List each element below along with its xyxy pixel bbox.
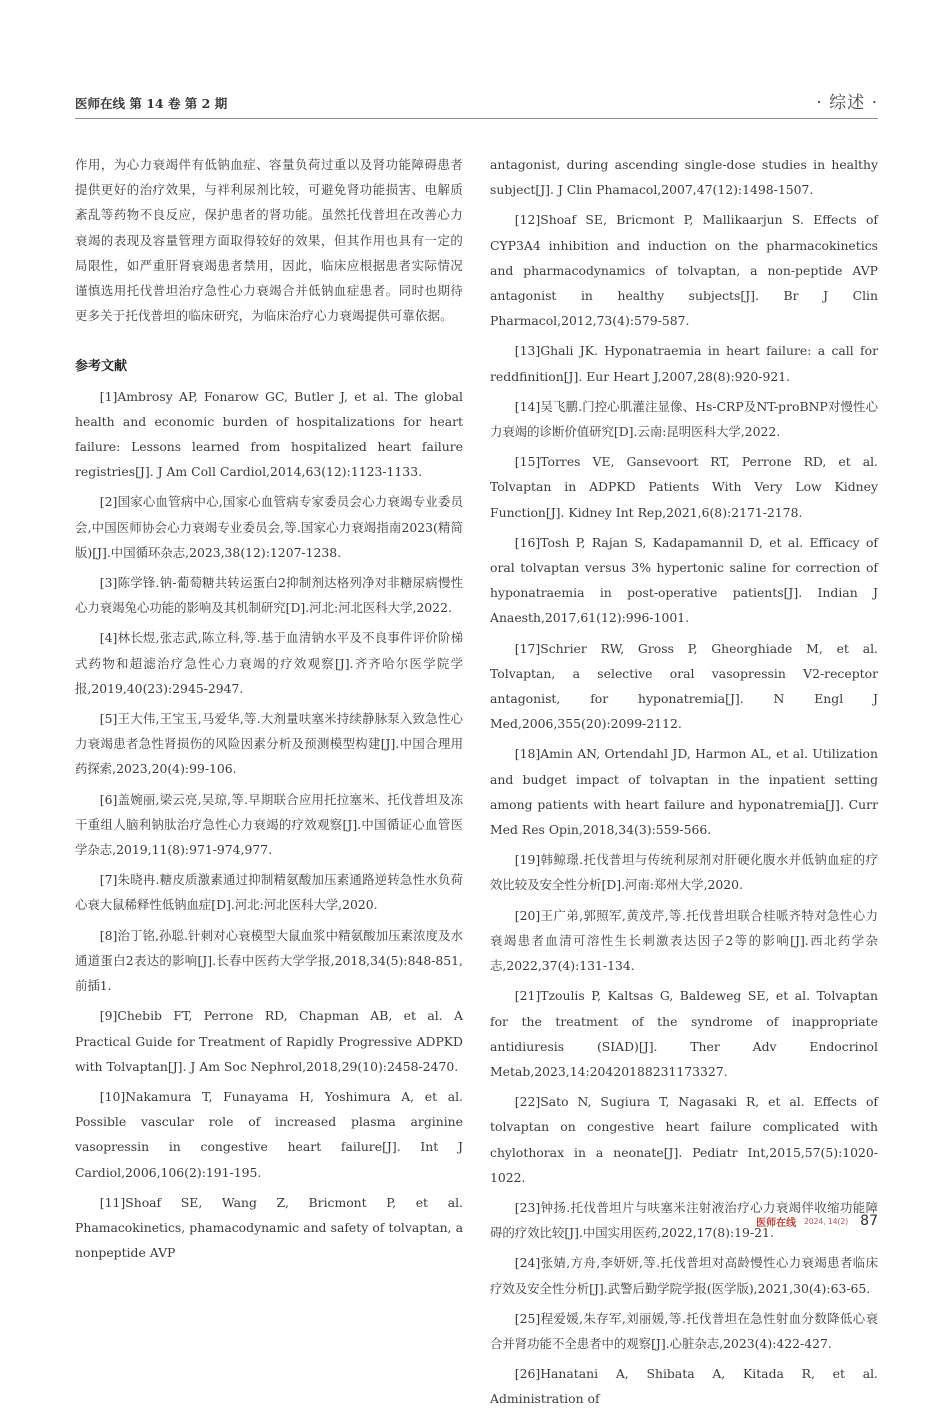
reference-item: [3]陈学锋.钠-葡萄糖共转运蛋白2抑制剂达格列净对非糖尿病慢性心力衰竭兔心功能的影响及其机制研究[D].河北:河北医科大学,2022.	[75, 575, 463, 616]
reference-item: [25]程爱媛,朱存军,刘丽媛,等.托伐普坦在急性射血分数降低心衰合并肾功能不全患者中的观察[J].心脏杂志,2023(4):422-427.	[490, 1310, 878, 1351]
reference-item: [26]Hanatani A, Shibata A, Kitada R, et al. Administration of	[490, 1366, 878, 1407]
reference-item: [1]Ambrosy AP, Fonarow GC, Butler J, et al. The global health and economic burden of hospitalizations for heart failure: Lessons learned from hospitalized heart failure registries[J]. J Am Coll Cardiol,2014,63(12):1123-1133.	[75, 388, 463, 480]
reference-item: [10]Nakamura T, Funayama H, Yoshimura A, et al. Possible vascular role of increased plasma arginine vasopressin in congestive heart failure[J]. Int J Cardiol,2006,106(2):191-195.	[75, 1088, 463, 1180]
reference-item: [23]钟扬.托伐普坦片与呋塞米注射液治疗心力衰竭伴收缩功能障碍的疗效比较[J].中国实用医药,2022,17(8):19-21.	[490, 1199, 878, 1241]
page-header	[75, 88, 878, 119]
issue-info: 2024, 14(2)	[804, 1216, 849, 1226]
reference-item: [24]张婧,方舟,李妍妍,等.托伐普坦对高龄慢性心力衰竭患者临床疗效及安全性分析[J].武警后勤学院学报(医学版),2021,30(4):63-65.	[490, 1255, 878, 1296]
page-number: 87	[860, 1213, 878, 1229]
journal-logo: 医师在线	[756, 1217, 797, 1229]
reference-item: [13]Ghali JK. Hyponatraemia in heart failure: a call for reddfinition[J]. Eur Heart J,2007,28(8):920-921.	[490, 343, 878, 384]
reference-item: [2]国家心血管病中心,国家心血管病专家委员会心力衰竭专业委员会,中国医师协会心力衰竭专业委员会,等.国家心力衰竭指南2023(精简版)[J].中国循环杂志,2023,38(12):1207-1238.	[75, 494, 463, 560]
reference-item: [6]盖婉丽,梁云亮,吴琼,等.早期联合应用托拉塞米、托伐普坦及冻干重组人脑利钠肽治疗急性心力衰竭的疗效观察[J].中国循证心血管医学杂志,2019,11(8):971-974,977.	[75, 791, 463, 858]
reference-item: [12]Shoaf SE, Bricmont P, Mallikaarjun S. Effects of CYP3A4 inhibition and induction on the pharmacokinetics and pharmacodynamics of tolvaptan, a non-peptide AVP antagonist in healthy subjects[J]. Br J Clin Pharmacol,2012,73(4):579-587.	[490, 212, 878, 329]
reference-item: [19]韩鲸璟.托伐普坦与传统利尿剂对肝硬化腹水并低钠血症的疗效比较及安全性分析[D].河南:郑州大学,2020.	[490, 852, 878, 893]
reference-item: [7]朱晓冉.糖皮质激素通过抑制精氨酸加压素通路逆转急性水负荷心衰大鼠稀释性低钠血症[D].河北:河北医科大学,2020.	[75, 872, 463, 913]
reference-item: [18]Amin AN, Ortendahl JD, Harmon AL, et al. Utilization and budget impact of tolvaptan in the inpatient setting among patients with heart failure and hyponatremia[J]. Curr Med Res Opin,2018,34(3):559-566.	[490, 746, 878, 838]
reference-item: [5]王大伟,王宝玉,马爱华,等.大剂量呋塞米持续静脉泵入致急性心力衰竭患者急性肾损伤的风险因素分析及预测模型构建[J].中国合理用药探索,2023,20(4):99-106.	[75, 711, 463, 777]
reference-item: [16]Tosh P, Rajan S, Kadapamannil D, et al. Efficacy of oral tolvaptan versus 3% hypertonic saline for correction of hyponatraemia in post-operative patients[J]. Indian J Anaesth,2017,61(12):996-1001.	[490, 534, 878, 626]
journal-title: 医师在线 第 14 卷 第 2 期	[75, 96, 228, 111]
intro-paragraph: 作用，为心力衰竭伴有低钠血症、容量负荷过重以及肾功能障碍患者提供更好的治疗效果，与袢利尿剂比较，可避免肾功能损害、电解质紊乱等药物不良反应，保护患者的肾功能。虽然托伐普坦在改善心力衰竭的表现及容量管理方面取得较好的效果，但其作用也具有一定的局限性，如严重肝肾衰竭患者禁用，因此，临床应根据患者实际情况谨慎选用托伐普坦治疗急性心力衰竭合并低钠血症患者。同时也期待更多关于托伐普坦的临床研究，为临床治疗心力衰竭提供可靠依据。	[75, 157, 463, 324]
reference-continuation: antagonist, during ascending single-dose studies in healthy subject[J]. J Clin Phamacol,2007,47(12):1498-1507.	[490, 157, 878, 198]
reference-item: [8]治丁铭,孙聪.针刺对心衰模型大鼠血浆中精氨酸加压素浓度及水通道蛋白2表达的影响[J].长春中医药大学学报,2018,34(5):848-851,前插1.	[75, 927, 463, 994]
section-label: · 综述 ·	[816, 93, 878, 113]
reference-item: [14]吴飞鹏.门控心肌灌注显像、Hs-CRP及NT-proBNP对慢性心力衰竭的诊断价值研究[D].云南:昆明医科大学,2022.	[490, 398, 878, 440]
reference-item: [17]Schrier RW, Gross P, Gheorghiade M, et al. Tolvaptan, a selective oral vasopressin V2-receptor antagonist, for hyponatremia[J]. N Engl J Med,2006,355(20):2099-2112.	[490, 640, 878, 732]
reference-item: [11]Shoaf SE, Wang Z, Bricmont P, et al. Phamacokinetics, phamacodynamic and safety of tolvaptan, a nonpeptide AVP	[75, 1194, 463, 1261]
reference-item: [20]王广弟,郭照军,黄茂芹,等.托伐普坦联合桂哌齐特对急性心力衰竭患者血清可溶性生长刺激表达因子2等的影响[J].西北药学杂志,2022,37(4):131-134.	[490, 907, 878, 974]
reference-item: [22]Sato N, Sugiura T, Nagasaki R, et al. Effects of tolvaptan on congestive heart failure complicated with chylothorax in a neonate[J]. Pediatr Int,2015,57(5):1020-1022.	[490, 1094, 878, 1185]
left-column	[75, 152, 463, 1270]
reference-item: [9]Chebib FT, Perrone RD, Chapman AB, et al. A Practical Guide for Treatment of Rapidly Progressive ADPKD with Tolvaptan[J]. J Am Soc Nephrol,2018,29(10):2458-2470.	[75, 1008, 463, 1074]
page-footer	[756, 1211, 878, 1231]
references-heading: 参考文献	[75, 359, 128, 375]
reference-item: [15]Torres VE, Gansevoort RT, Perrone RD, et al. Tolvaptan in ADPKD Patients With Very Low Kidney Function[J]. Kidney Int Rep,2021,6(8):2171-2178.	[490, 454, 878, 520]
reference-item: [21]Tzoulis P, Kaltsas G, Baldeweg SE, et al. Tolvaptan for the treatment of the syndrome of inappropriate antidiuresis (SIAD)[J]. Ther Adv Endocrinol Metab,2023,14:20420188231173327.	[490, 988, 878, 1079]
reference-item: [4]林长煜,张志武,陈立科,等.基于血清钠水平及不良事件评价阶梯式药物和超滤治疗急性心力衰竭的疗效观察[J].齐齐哈尔医学院学报,2019,40(23):2945-2947.	[75, 630, 463, 696]
